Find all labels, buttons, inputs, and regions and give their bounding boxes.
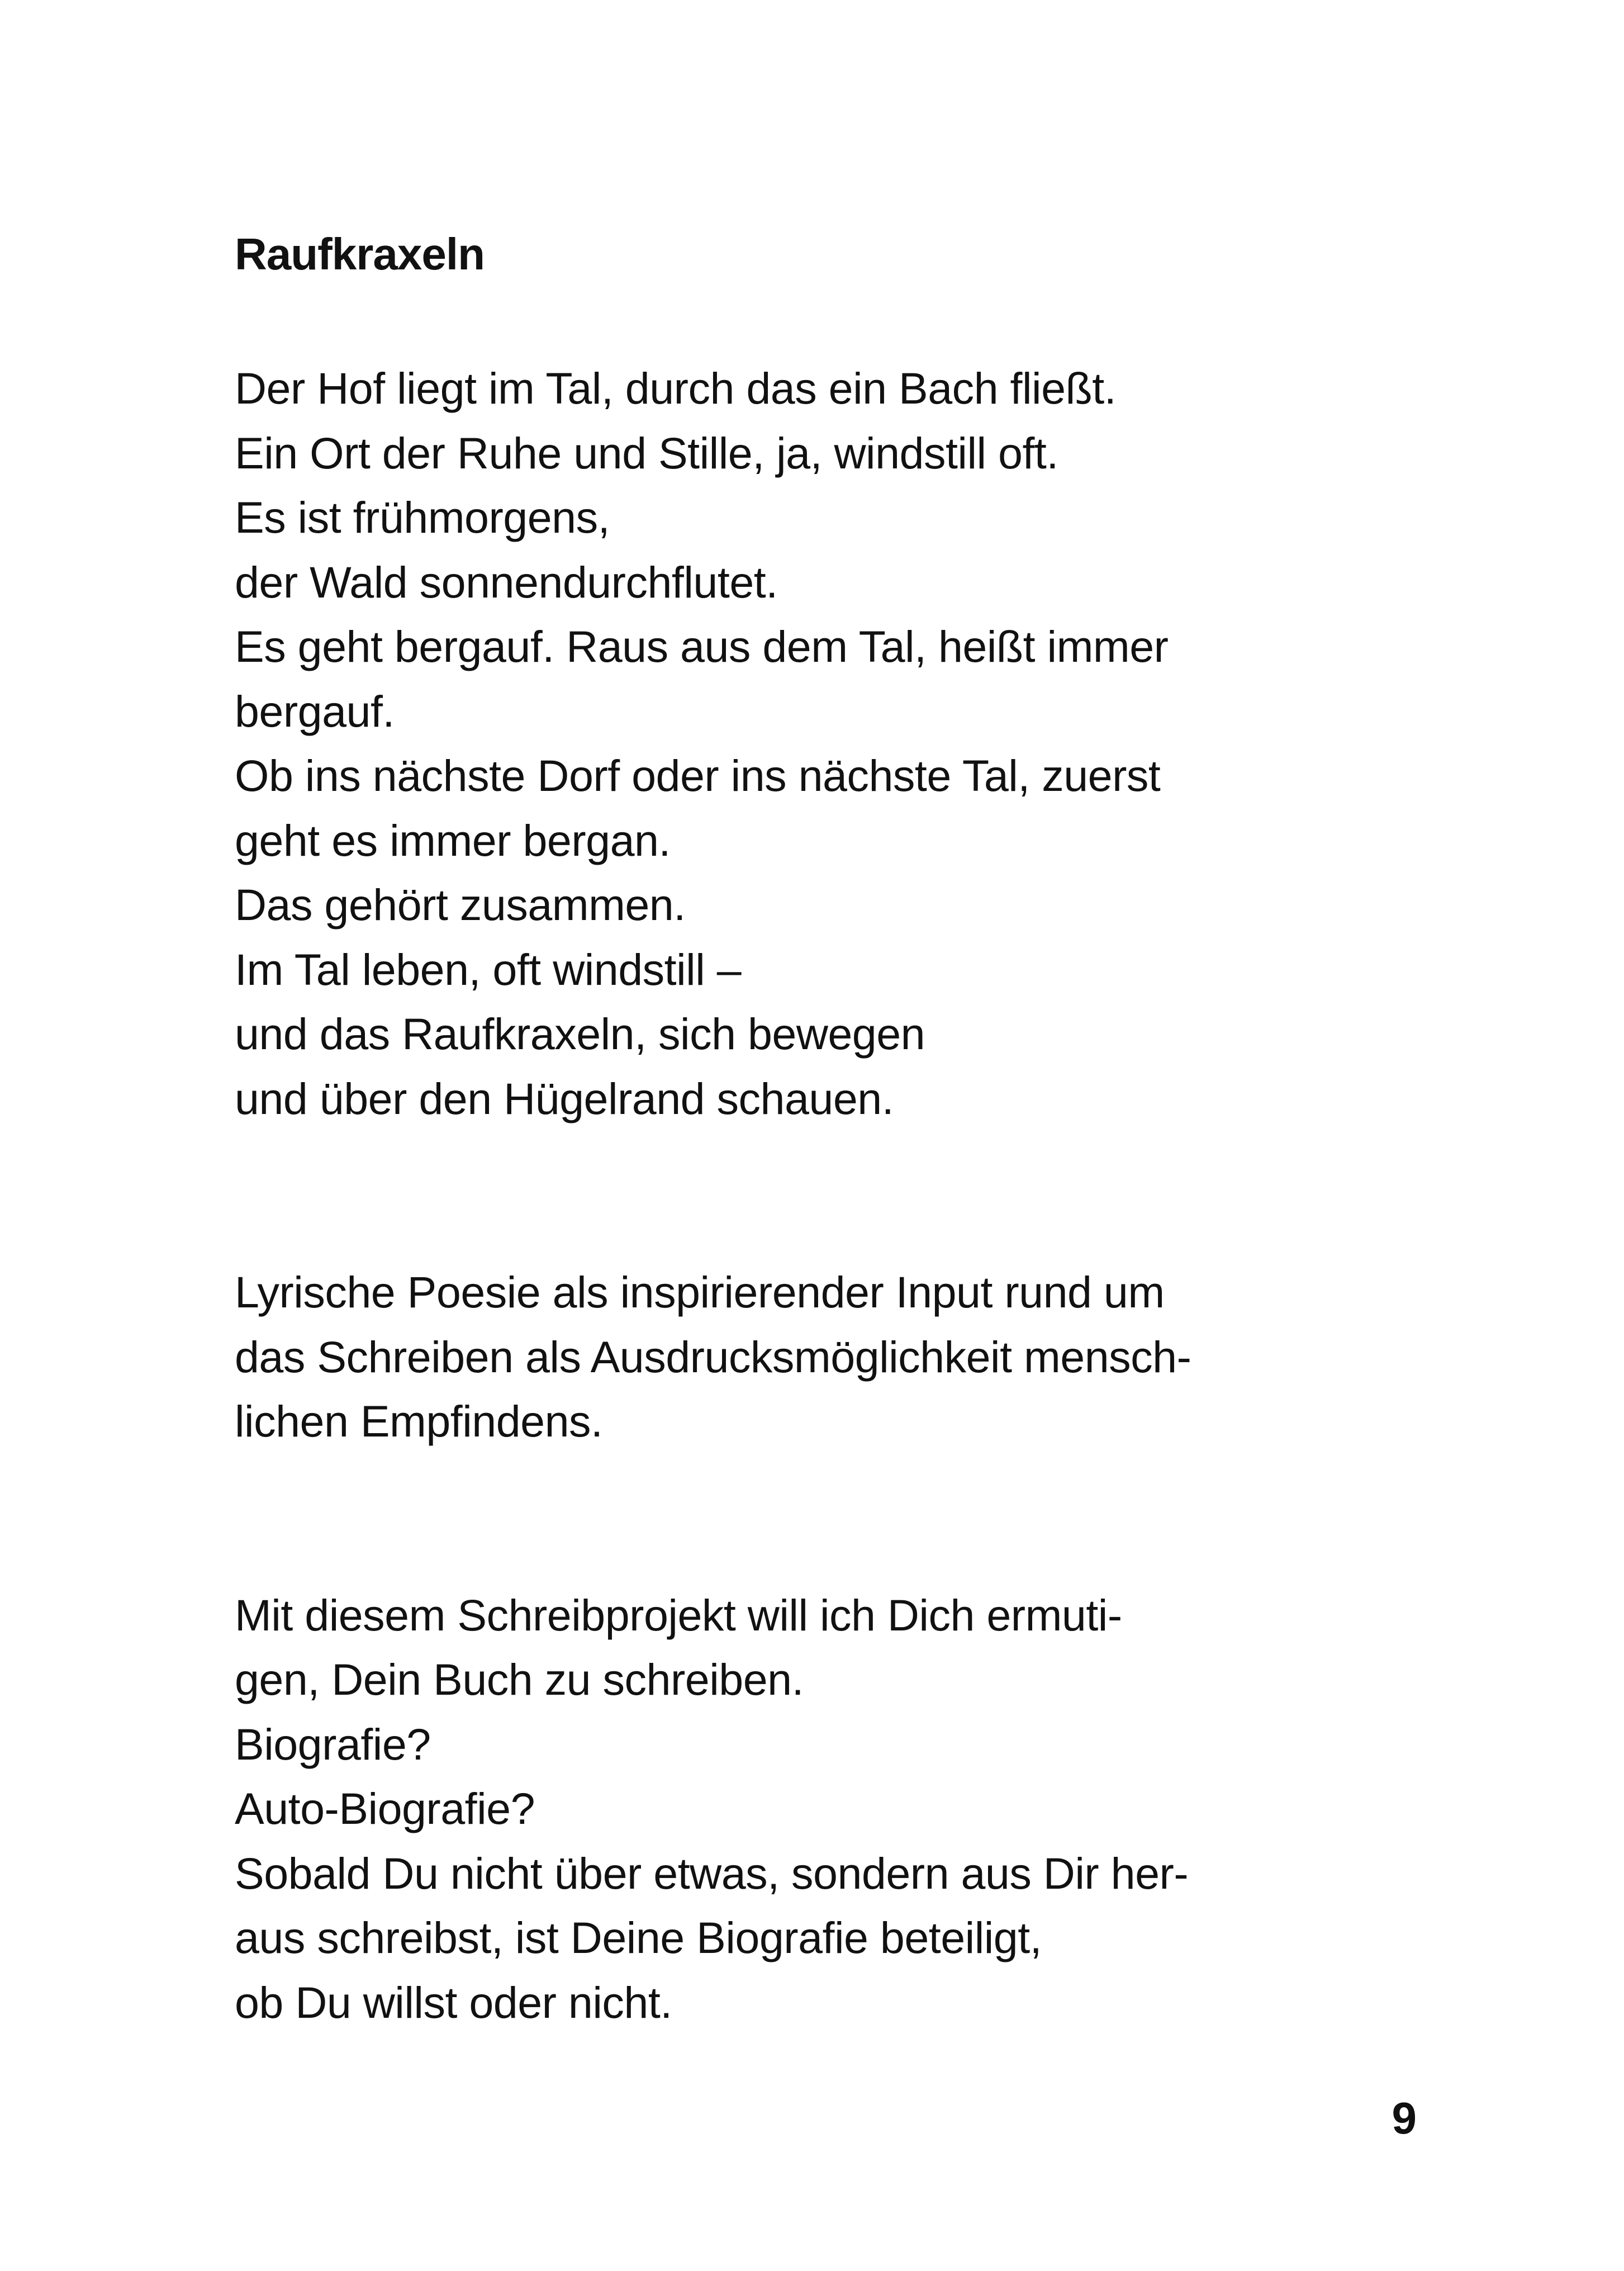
paragraph-line: gen, Dein Buch zu schreiben. <box>235 1654 804 1704</box>
paragraph-line: Lyrische Poesie als inspirierender Input rund um <box>235 1267 1165 1317</box>
poem-line: und über den Hügelrand schauen. <box>235 1073 894 1123</box>
poem-line: Im Tal leben, oft windstill – <box>235 944 742 994</box>
paragraph-line: Auto-Biografie? <box>235 1784 535 1833</box>
page-number: 9 <box>1392 2093 1417 2143</box>
poem-line: Es geht bergauf. Raus aus dem Tal, heißt immer <box>235 622 1169 671</box>
poem-line: Ein Ort der Ruhe und Stille, ja, windstill oft. <box>235 428 1058 478</box>
poem-stanza <box>235 356 1352 1131</box>
paragraph-line: ob Du willst oder nicht. <box>235 1977 672 2027</box>
paragraph-line: aus schreibst, ist Deine Biografie beteiligt, <box>235 1913 1042 1962</box>
paragraph-project <box>235 1583 1352 2035</box>
paragraph-line: lichen Empfindens. <box>235 1396 603 1446</box>
paragraph-line: das Schreiben als Ausdrucksmöglichkeit mensch- <box>235 1331 1191 1382</box>
poem-title: Raufkraxeln <box>235 229 485 279</box>
paragraph-spacer <box>235 1131 1352 1260</box>
poem-line: Das gehört zusammen. <box>235 880 686 930</box>
poem-line: bergauf. <box>235 686 395 736</box>
paragraph-line: Mit diesem Schreibprojekt will ich Dich ermuti- <box>235 1590 1122 1640</box>
poem-line: Der Hof liegt im Tal, durch das ein Bach fließt. <box>235 363 1117 413</box>
body-text <box>235 356 1352 2035</box>
poem-line: und das Raufkraxeln, sich bewegen <box>235 1009 925 1059</box>
paragraph-line: Sobald Du nicht über etwas, sondern aus Dir her- <box>235 1848 1189 1898</box>
paragraph-intro <box>235 1260 1352 1454</box>
poem-line: Ob ins nächste Dorf oder ins nächste Tal, zuerst <box>235 751 1161 800</box>
poem-line: geht es immer bergan. <box>235 815 671 865</box>
poem-line: der Wald sonnendurchflutet. <box>235 557 778 607</box>
paragraph-spacer <box>235 1454 1352 1583</box>
poem-line: Es ist frühmorgens, <box>235 492 610 542</box>
paragraph-line: Biografie? <box>235 1719 431 1769</box>
